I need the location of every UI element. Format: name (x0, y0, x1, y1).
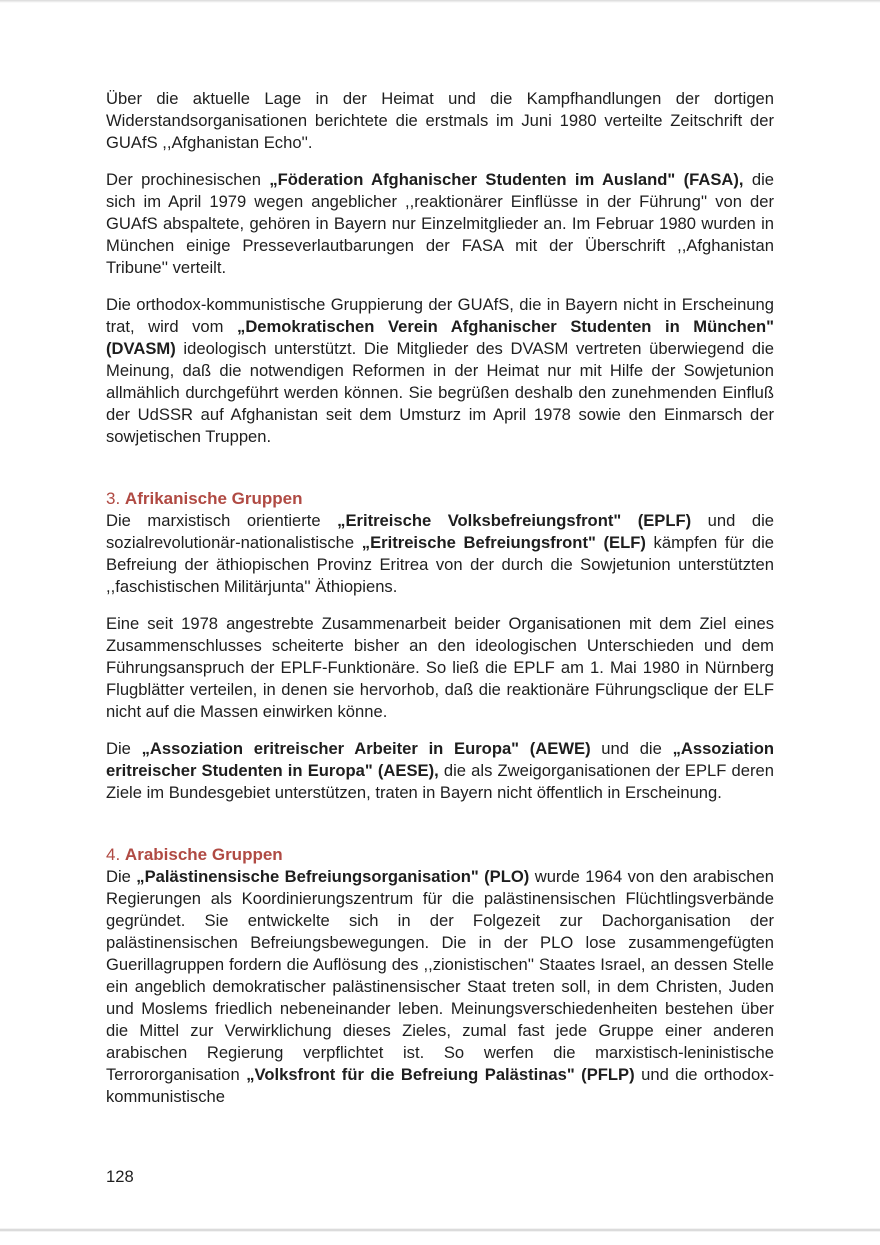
section-number: 3. (106, 489, 121, 508)
paragraph-text: die als Zweigorganisationen der EPLF deren Ziele im Bundesgebiet unterstützen, traten in Bayern nicht öffentlich in Erscheinung. (106, 761, 774, 802)
bottom-edge-shadow (0, 1228, 880, 1232)
organization-name-plo: „Palästinensische Befreiungsorganisation" (PLO) (136, 867, 530, 886)
paragraph-text: ideologisch unterstützt. Die Mitglieder des DVASM vertreten überwiegend die Meinung, daß die notwendigen Reformen in der Heimat nur mit Hilfe der Sowjetunion allmählich durchgeführt werden können. Sie begrüßen deshalb den zunehmenden Einfluß der UdSSR auf Afghanistan seit dem Umsturz im April 1978 sowie den Einmarsch der sowjetischen Truppen. (106, 339, 774, 446)
paragraph-text: und die (590, 739, 673, 758)
paragraph-fasa (106, 169, 774, 279)
organization-name-eplf: „Eritreische Volksbefreiungsfront" (EPLF) (337, 511, 692, 530)
paragraph-text: die sich im April 1979 wegen angeblicher ,,reaktionärer Einflüsse in der Führung'' von der GUAfS abspaltete, gehören in Bayern nur Einzelmitglieder an. Im Februar 1980 wurden in München einige Presseverlautbarungen der FASA mit der Überschrift ,,Afghanistan Tribune'' verteilt. (106, 170, 774, 277)
paragraph-text: Die (106, 739, 142, 758)
page-number: 128 (106, 1167, 134, 1186)
paragraph-eplf-elf (106, 510, 774, 598)
paragraph-afghanistan-echo (106, 88, 774, 154)
page-body (106, 88, 774, 1123)
paragraph-text: Über die aktuelle Lage in der Heimat und die Kampfhandlungen der dortigen Widerstandsorganisationen berichtete die erstmals im Juni 1980 verteilte Zeitschrift der GUAfS ,,Afghanistan Echo''. (106, 89, 774, 152)
paragraph-text: Die orthodox-kommunistische Gruppierung der GUAfS, die in Bayern nicht in Erscheinung trat, wird vom (106, 295, 774, 336)
paragraph-text: und die sozialrevolutionär-nationalistische (106, 511, 774, 552)
organization-name-fasa: „Föderation Afghanischer Studenten im Ausland" (FASA), (269, 170, 744, 189)
section-heading-afrikanische-gruppen (106, 488, 774, 510)
organization-name-pflp: „Volksfront für die Befreiung Palästinas" (PFLP) (246, 1065, 635, 1084)
paragraph-plo (106, 866, 774, 1108)
organization-name-aese: „Assoziation eritreischer Studenten in Europa" (AESE), (106, 739, 774, 780)
organization-name-dvasm: „Demokratischen Verein Afghanischer Studenten in München" (DVASM) (106, 317, 774, 358)
section-spacer (106, 463, 774, 488)
paragraph-text: und die orthodox-kommunistische (106, 1065, 774, 1106)
organization-name-aewe: „Assoziation eritreischer Arbeiter in Europa" (AEWE) (141, 739, 591, 758)
section-title: Arabische Gruppen (124, 845, 283, 864)
paragraph-text: kämpfen für die Befreiung der äthiopischen Provinz Eritrea von der durch die Sowjetunion unterstützten ,,faschistischen Militärjunta'' Äthiopiens. (106, 533, 775, 596)
paragraph-dvasm (106, 294, 774, 448)
top-edge-shadow (0, 0, 880, 3)
section-title: Afrikanische Gruppen (124, 489, 303, 508)
section-number: 4. (106, 845, 121, 864)
section-spacer (106, 819, 774, 844)
paragraph-text: Die (106, 867, 137, 886)
paragraph-text: Eine seit 1978 angestrebte Zusammenarbeit beider Organisationen mit dem Ziel eines Zusammenschlusses scheiterte bisher an den ideologischen Unterschieden und dem Führungsanspruch der EPLF-Funktionäre. So ließ die EPLF am 1. Mai 1980 in Nürnberg Flugblätter verteilen, in denen sie hervorhob, daß die reaktionäre Führungsclique der ELF nicht auf die Massen einwirken könne. (106, 614, 774, 721)
paragraph-aewe-aese (106, 738, 774, 804)
section-heading-arabische-gruppen (106, 844, 774, 866)
organization-name-elf: „Eritreische Befreiungsfront" (ELF) (361, 533, 646, 552)
paragraph-text: Der prochinesischen (106, 170, 270, 189)
paragraph-text: Die marxistisch orientierte (106, 511, 338, 530)
paragraph-text: wurde 1964 von den arabischen Regierungen als Koordinierungszentrum für die palästinensischen Flüchtlingsverbände gegründet. Sie entwickelte sich in der Folgezeit zur Dachorganisation der palästinensischen Befreiungsbewegungen. Die in der PLO lose zusammengefügten Guerillagruppen fordern die Auflösung des ,,zionistischen'' Staates Israel, an dessen Stelle ein angeblich demokratischer palästinensischer Staat treten soll, in dem Christen, Juden und Moslems friedlich nebeneinander leben. Meinungsverschiedenheiten bestehen über die Mittel zur Verwirklichung dieses Zieles, zumal fast jede Gruppe einer anderen arabischen Regierung verpflichtet ist. So werfen die marxistisch-leninistische Terrororganisation (106, 867, 774, 1084)
paragraph-zusammenarbeit (106, 613, 774, 723)
